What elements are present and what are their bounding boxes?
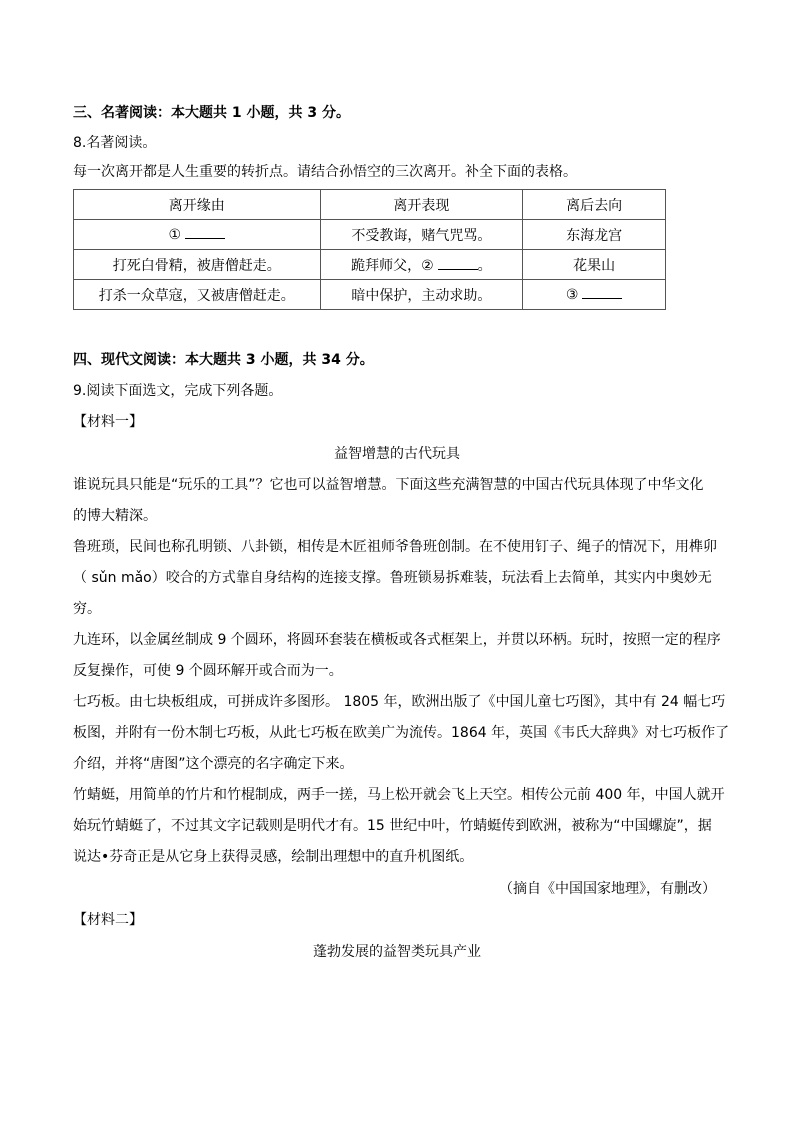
table-cell: 花果山 (523, 250, 666, 280)
blank-label: 跪拜师父，② (351, 257, 434, 274)
table-cell (320, 250, 523, 280)
question-9-title: 9.阅读下面选文，完成下列各题。 (73, 383, 283, 399)
answer-blank-3[interactable] (582, 286, 622, 299)
body-line: （ sǔn mǎo）咬合的方式靠自身结构的连接支撑。鲁班锁易拆难装，玩法看上去简单，其实内中奥妙无 (73, 570, 712, 586)
body-line: 竹蜻蜓，用简单的竹片和竹棍制成，两手一搓，马上松开就会飞上天空。相传公元前 400 年，中国人就开 (73, 787, 725, 803)
question-8-title: 8.名著阅读。 (73, 135, 157, 151)
answer-blank-1[interactable] (185, 226, 225, 239)
table-row (74, 250, 666, 280)
body-line: 鲁班琐，民间也称孔明锁、八卦锁，相传是木匠祖师爷鲁班创制。在不使用钉子、绳子的情况下，用榫卯 (73, 539, 717, 555)
table-cell: 暗中保护，主动求助。 (320, 280, 523, 310)
body-line: 始玩竹蜻蜓了，不过其文字记载则是明代才有。15 世纪中叶，竹蜻蜓传到欧洲，被称为“中国螺旋”，据 (73, 818, 712, 834)
table-header-cell: 离开表现 (320, 190, 523, 220)
body-line: 板图，并附有一份木制七巧板，从此七巧板在欧美广为流传。1864 年，英国《韦氏大辞典》对七巧板作了 (73, 725, 730, 741)
body-line: 七巧板。由七块板组成，可拼成许多图形。 1805 年，欧洲出版了《中国儿童七巧图》，其中有 24 幅七巧 (73, 694, 726, 710)
section-4-heading: 四、现代文阅读：本大题共 3 小题，共 34 分。 (73, 352, 374, 368)
material-2-label: 【材料二】 (73, 912, 143, 928)
material-1-title: 益智增慧的古代玩具 (334, 446, 460, 462)
table-cell (74, 220, 321, 250)
body-line: 介绍，并将“唐图”这个漂亮的名字确定下来。 (73, 756, 354, 772)
table-cell (523, 280, 666, 310)
table-cell: 打杀一众草寇，又被唐僧赶走。 (74, 280, 321, 310)
answer-blank-2[interactable] (438, 257, 478, 270)
table-cell: 不受教诲，赌气咒骂。 (320, 220, 523, 250)
table-header-row (74, 190, 666, 220)
blank-label: ① (168, 227, 182, 243)
section-3-heading: 三、名著阅读：本大题共 1 小题，共 3 分。 (73, 105, 350, 121)
table-row (74, 220, 666, 250)
table-header-cell: 离后去向 (523, 190, 666, 220)
material-2-title: 蓬勃发展的益智类玩具产业 (313, 944, 481, 960)
body-line: 九连环，以金属丝制成 9 个圆环，将圆环套装在横板或各式框架上，并贯以环柄。玩时，按照一定的程序 (73, 632, 721, 648)
body-line: 穷。 (73, 601, 101, 617)
question-8-prompt: 每一次离开都是人生重要的转折点。请结合孙悟空的三次离开。补全下面的表格。 (73, 164, 577, 180)
body-line: 的博大精深。 (73, 508, 157, 524)
table-header-cell: 离开缘由 (74, 190, 321, 220)
leaving-table (73, 189, 666, 310)
body-line: 说达•芬奇正是从它身上获得灵感，绘制出理想中的直升机图纸。 (73, 849, 474, 865)
table-cell: 打死白骨精，被唐僧赶走。 (74, 250, 321, 280)
body-line: 反复操作，可使 9 个圆环解开或合而为一。 (73, 663, 343, 679)
table-cell: 东海龙宫 (523, 220, 666, 250)
body-line: 谁说玩具只能是“玩乐的工具”？它也可以益智增慧。下面这些充满智慧的中国古代玩具体现了中华文化 (73, 477, 704, 493)
blank-label: ③ (565, 287, 579, 303)
source-citation: （摘自《中国国家地理》，有删改） (499, 881, 716, 897)
material-1-label: 【材料一】 (73, 414, 143, 430)
blank-suffix: 。 (477, 257, 492, 274)
table-row (74, 280, 666, 310)
